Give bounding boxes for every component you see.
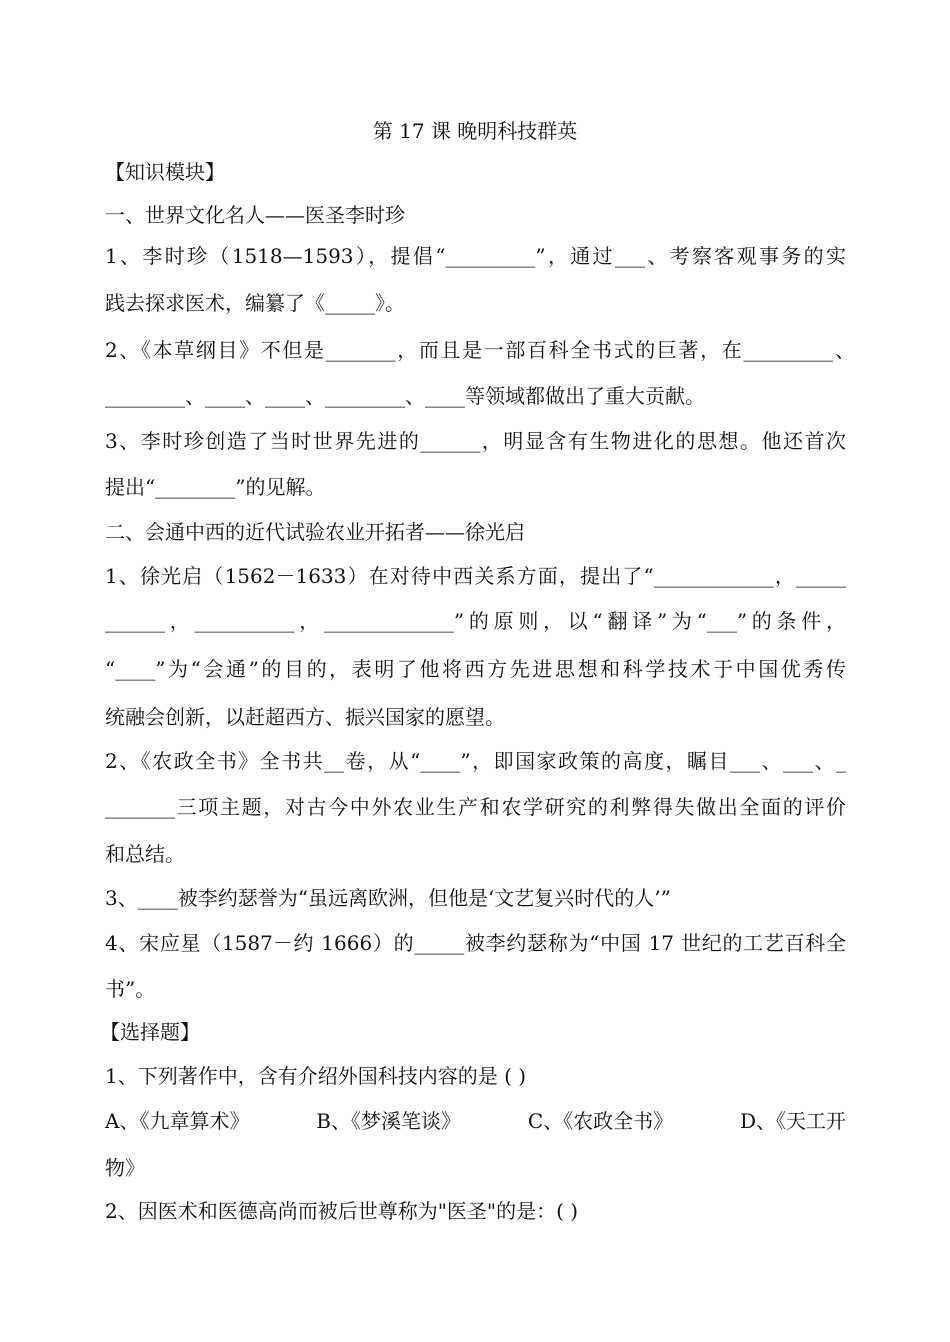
text-line: 统融会创新，以赶超西方、振兴国家的愿望。 [105, 705, 505, 729]
option-d-continued: 物》 [105, 1156, 145, 1180]
section-choice-heading: 【选择题】 [100, 1020, 200, 1044]
section-two-heading: 二、会通中西的近代试验农业开拓者——徐光启 [105, 520, 525, 544]
text-line: 2、《本草纲目》不但是_______，而且是一部百科全书式的巨著，在_________、 [105, 338, 855, 362]
text-line: 1、李时珍（1518—1593），提倡“_________”，通过___、考察客观事务的实 [105, 244, 846, 268]
question-2: 2、因医术和医德高尚而被后世尊称为"医圣"的是：( ) [105, 1199, 579, 1223]
text-line: 1、徐光启（1562－1633）在对待中西关系方面，提出了“____________，_____ [105, 564, 846, 588]
text-line: 3、李时珍创造了当时世界先进的______，明显含有生物进化的思想。他还首次 [105, 429, 846, 453]
text-line: ______，__________，_____________”的原则，以“翻译”为“___”的条件， [105, 609, 846, 633]
section-one-heading: 一、世界文化名人——医圣李时珍 [105, 203, 405, 227]
page-title: 第 17 课 晚明科技群英 [372, 119, 578, 143]
text-line: 践去探求医术，编纂了《_____》。 [105, 291, 405, 315]
text-line: “____”为“会通”的目的，表明了他将西方先进思想和科学技术于中国优秀传 [105, 657, 846, 681]
option-c: C、《农政全书》 [527, 1109, 674, 1133]
text-line: 提出“________”的见解。 [105, 475, 326, 499]
text-line: 和总结。 [105, 842, 185, 866]
text-line: _______三项主题，对古今中外农业生产和农学研究的利弊得失做出全面的评价 [105, 795, 846, 819]
option-d: D、《天工开 [739, 1109, 846, 1133]
text-line: 2、《农政全书》全书共__卷，从“____”，即国家政策的高度，瞩目___、___、_ [105, 749, 846, 773]
option-b: B、《梦溪笔谈》 [316, 1109, 461, 1133]
text-line: ________、____、____、________、____等领域都做出了重大贡献。 [105, 384, 705, 408]
text-line: 4、宋应星（1587－约 1666）的_____被李约瑟称为“中国 17 世纪的工艺百科全 [105, 931, 846, 955]
text-line: 书”。 [105, 977, 156, 1001]
question-1: 1、下列著作中，含有介绍外国科技内容的是 ( ) [105, 1064, 527, 1088]
option-a: A、《九章算术》 [105, 1109, 250, 1133]
text-line: 3、____被李约瑟誉为“虽远离欧洲，但他是‘文艺复兴时代的人’” [105, 886, 671, 910]
question-1-options [105, 1107, 846, 1135]
section-knowledge-heading: 【知识模块】 [105, 160, 225, 184]
